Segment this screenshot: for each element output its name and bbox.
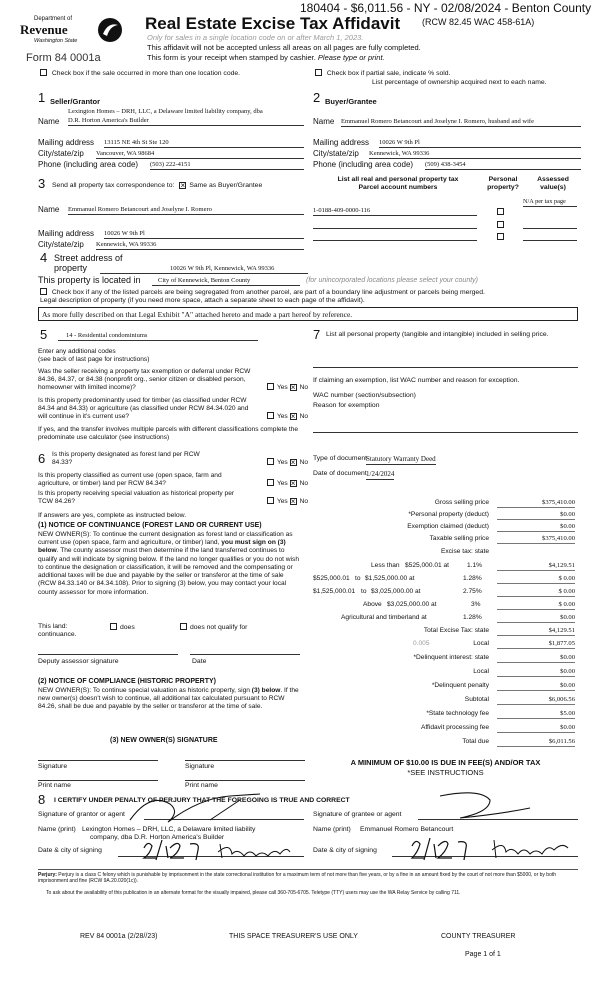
county-treasurer-label: COUNTY TREASURER — [441, 933, 516, 940]
deputy-date-line[interactable] — [190, 654, 300, 655]
does-not-checkbox[interactable] — [180, 623, 187, 630]
tier1-b: $525,000.01 at — [405, 562, 449, 569]
calc-total-due — [313, 738, 575, 750]
deputy-signature-line[interactable] — [38, 654, 178, 655]
assessed-value-field[interactable]: N/A per tax page — [523, 198, 577, 207]
correspondence-mailing-label: Mailing address — [38, 229, 95, 238]
calc-exemption-value[interactable]: $0.00 — [497, 523, 575, 532]
correspondence-label — [52, 182, 262, 190]
continuance-label: continuance. — [38, 631, 77, 638]
see-instructions-note: *SEE INSTRUCTIONS — [407, 768, 484, 777]
parcel-header-line2: Parcel account numbers — [358, 184, 438, 192]
personal-header-line1: Personal — [488, 176, 518, 183]
seller-phone-field[interactable]: (503) 222-4151 — [150, 161, 304, 170]
personal-checkbox-3[interactable] — [497, 233, 504, 240]
q-exemption-yn — [267, 383, 308, 392]
tech-fee-value[interactable]: $5.00 — [497, 710, 575, 719]
tier4-rate: 3% — [471, 601, 481, 608]
local-value[interactable]: $1,877.05 — [497, 640, 575, 649]
grantor-print-label: Name (print) — [38, 826, 76, 833]
certify-statement: I CERTIFY UNDER PENALTY OF PERJURY THAT THE FOREGOING IS TRUE AND CORRECT — [54, 797, 350, 804]
no-label: No — [299, 413, 308, 421]
new-owner-signature-heading: (3) NEW OWNER(S) SIGNATURE — [110, 737, 218, 744]
delinq-state-label: *Delinquent interest: state — [413, 654, 489, 661]
calc-personal-value[interactable]: $0.00 — [497, 511, 575, 520]
calc-local — [313, 640, 575, 652]
seller-name-line2[interactable]: D.R. Horton America's Builder — [68, 117, 304, 126]
calc-excise-state-label: Excise tax: state — [440, 548, 489, 555]
personal-property-label: List all personal property (tangible and intangible) included in selling price. — [326, 331, 549, 338]
partial-sale-row — [315, 69, 450, 78]
notice-continuance-em: you must sign on (3) below — [38, 539, 286, 555]
same-as-buyer-label: Same as Buyer/Grantee — [189, 182, 263, 189]
correspondence-section — [38, 176, 308, 256]
perjury-notice — [38, 872, 578, 885]
grantee-date-label: Date & city of signing — [313, 847, 377, 854]
personal-header — [481, 176, 525, 193]
calc-delinq-local — [313, 668, 575, 680]
calc-tier4 — [313, 601, 575, 613]
q-current-use-text: Is this property classified as current use (open space, farm and agriculture, or timber) land per RCW 84.34? — [38, 472, 222, 488]
located-label: This property is located in — [38, 275, 141, 285]
section6-number: 6 — [38, 451, 46, 466]
seller-phone-label: Phone (including area code) — [38, 160, 139, 169]
does-label: does — [120, 624, 135, 631]
q-historic-yn — [267, 497, 308, 506]
does-checkbox[interactable] — [110, 623, 117, 630]
q-multi-parcels: If yes, and the transfer involves multiple parcels with different classifications complete the predominate use calculator (see instructions) — [38, 426, 299, 442]
recording-stamp: 180404 - $6,011.56 - NY - 02/08/2024 - Benton County — [300, 1, 592, 15]
header-note-3-emphasis: Please type or print. — [317, 53, 385, 62]
seller-number: 1 — [38, 90, 46, 105]
seller-name-label: Name — [38, 117, 60, 126]
multi-location-row — [40, 69, 240, 78]
correspondence-name-field[interactable]: Emmanuel Romero Betancourt and Joselyne I. Romero — [68, 206, 304, 215]
form-number: Form 84 0001a — [26, 52, 101, 64]
certify-number: 8 — [38, 792, 46, 807]
seller-section — [38, 90, 308, 180]
signature-label-1: Signature — [38, 763, 68, 770]
tier3-value[interactable]: $ 0.00 — [497, 588, 575, 597]
affidavit-fee-value[interactable]: $0.00 — [497, 724, 575, 733]
q-forest-yes[interactable] — [267, 458, 274, 465]
tier3-b: to — [361, 588, 367, 595]
grantor-print-line1: Lexington Homes – DRH, LLC, a Delaware limited liability — [82, 826, 256, 833]
tier4-b: $3,025,000.00 at — [387, 601, 437, 608]
tier3-rate: 2.75% — [463, 588, 482, 595]
multi-location-label: Check box if the sale occurred in more than one location code. — [51, 70, 241, 77]
calc-total-state — [313, 627, 575, 639]
parcel-header-line1: List all real and personal property tax — [337, 176, 459, 183]
q-current-use-row — [38, 472, 308, 488]
seller-city-label: City/state/zip — [38, 149, 84, 158]
segregated-checkbox[interactable] — [40, 288, 47, 295]
treasurer-space-label: THIS SPACE TREASURER'S USE ONLY — [229, 933, 358, 940]
header-note-3-text: This form is your receipt when stamped by cashier. — [147, 53, 316, 62]
exemption-label: If claiming an exemption, list WAC number and reason for exception. — [313, 377, 520, 384]
assessed-header — [527, 176, 579, 193]
q-forest-yn — [267, 458, 308, 467]
exemption-reason-field[interactable] — [313, 432, 578, 433]
parcel-table — [313, 176, 583, 258]
exemption-reason-label: Reason for exemption — [313, 402, 380, 409]
affidavit-fee-label: Affidavit processing fee — [420, 724, 489, 731]
alt-format-notice: To ask about the availability of this publication in an alternate format for the visually impaired, please call 360-705-6705. Teletype (TTY) users may use the WA Relay Service by calling 711. — [46, 890, 461, 896]
located-field[interactable]: City of Kennewick, Benton County — [152, 277, 300, 286]
q-timber-text: Is this property predominantly used for timber (as classified under RCW 84.34 and 84.33) or agriculture (as classified under RCW 84.34.020 and will continue in it's current use? — [38, 397, 249, 421]
print-name-label-1: Print name — [38, 782, 71, 789]
legal-description-field[interactable] — [38, 307, 578, 321]
street-address-label-1: Street address of — [54, 253, 123, 263]
correspondence-number: 3 — [38, 176, 46, 191]
tier4-a: Above — [363, 601, 382, 608]
street-address-field[interactable]: 10026 W 9th Pl, Kennewick, WA 99336 — [100, 265, 308, 274]
q-timber-yes[interactable] — [267, 412, 274, 419]
calc-tech-fee — [313, 710, 575, 722]
notice-compliance-text — [38, 687, 300, 712]
additional-codes-line2: (see back of last page for instructions) — [38, 356, 150, 364]
grantor-date-handwriting-icon — [140, 838, 310, 862]
notice-continuance-a: NEW OWNER(S): To continue the current designation as forest land or classification as current use (open space, farm and agriculture, or timber) land, — [38, 531, 293, 547]
buyer-city-field[interactable]: Kennewick, WA 99336 — [369, 150, 581, 159]
q-exemption-no[interactable] — [290, 384, 297, 391]
new-owner-print-line-2[interactable] — [185, 780, 305, 781]
assessed-value-field-2[interactable] — [523, 228, 577, 229]
delinq-penalty-value[interactable]: $0.00 — [497, 682, 575, 691]
delinq-state-value[interactable]: $0.00 — [497, 654, 575, 663]
buyer-name-field[interactable]: Emmanuel Romero Betancourt and Joselyne I. Romero, husband and wife — [341, 118, 581, 127]
notice-compliance-title: (2) NOTICE OF COMPLIANCE (HISTORIC PROPERTY) — [38, 678, 216, 685]
subtotal-value[interactable]: $6,006.56 — [497, 696, 575, 705]
grantee-signature-label: Signature of grantee or agent — [313, 811, 402, 818]
calc-taxable-value[interactable]: $375,410.00 — [497, 535, 575, 544]
notice-compliance-em: (3) below — [251, 687, 281, 694]
multi-location-checkbox[interactable] — [40, 69, 47, 76]
form-title: Real Estate Excise Tax Affidavit — [145, 14, 401, 33]
header-note-3 — [147, 53, 385, 62]
correspondence-name-label: Name — [38, 205, 60, 214]
q-exemption-text: Was the seller receiving a property tax exemption or deferral under RCW 84.36, 84.37, or 84.38 (nonprofit org., senior citizen or disabled person, homeowner with limited income)? — [38, 368, 251, 392]
legal-description-value: As more fully described on that Legal Exhibit "A" attached hereto and made a part hereof by reference. — [42, 310, 353, 319]
deputy-date-label: Date — [192, 658, 207, 665]
calc-affidavit-fee — [313, 724, 575, 736]
buyer-number: 2 — [313, 90, 321, 105]
property-number: 4 — [40, 250, 48, 265]
buyer-phone-label: Phone (including area code) — [313, 160, 414, 169]
no-label: No — [299, 459, 308, 467]
use-code-field[interactable]: 14 - Residential condominiums — [58, 332, 258, 341]
signature-label-2: Signature — [185, 763, 215, 770]
print-name-label-2: Print name — [185, 782, 218, 789]
assessed-value-field-3[interactable] — [523, 240, 577, 241]
additional-codes-line1: Enter any additional codes — [38, 348, 116, 355]
does-not-label: does not qualify for — [190, 624, 248, 631]
page-number: Page 1 of 1 — [465, 951, 501, 958]
notice-continuance-text — [38, 531, 300, 597]
calc-tier2 — [313, 575, 575, 587]
q-current-use-no[interactable] — [290, 480, 297, 487]
perjury-label: Perjury: — [38, 872, 57, 878]
tier1-rate: 1.1% — [467, 562, 483, 569]
calc-gross-value[interactable]: $375,410.00 — [497, 499, 575, 508]
no-label: No — [299, 498, 308, 506]
q-exemption-yes[interactable] — [267, 383, 274, 390]
revision-label: REV 84 0001a (2/28//23) — [80, 933, 158, 940]
parcel-number-field-2[interactable] — [313, 228, 477, 229]
use-code-number: 5 — [40, 327, 48, 342]
tier1-value[interactable]: $4,129.51 — [497, 562, 575, 571]
subtotal-label: Subtotal — [464, 696, 489, 703]
correspondence-mailing-field[interactable]: 10026 W 9th Pl — [104, 230, 304, 239]
buyer-mailing-field[interactable]: 10026 W 9th Pl — [379, 139, 581, 148]
q-historic-row — [38, 490, 308, 506]
calc-delinq-penalty — [313, 682, 575, 694]
no-label: No — [299, 480, 308, 488]
agri-label: Agricultural and timberland at — [341, 614, 427, 621]
grantor-date-label: Date & city of signing — [38, 847, 102, 854]
tier3-a: $1,525,000.01 — [313, 588, 356, 595]
agri-rate: 1.28% — [463, 614, 482, 621]
buyer-name-label: Name — [313, 117, 335, 126]
q-forest-no[interactable] — [290, 459, 297, 466]
doc-type-label: Type of document — [313, 455, 368, 462]
does-option — [110, 623, 135, 632]
yes-label: Yes — [276, 498, 288, 506]
yes-label: Yes — [276, 459, 288, 467]
q-timber-no[interactable] — [290, 413, 297, 420]
calc-tier1 — [313, 562, 575, 574]
calc-agri — [313, 614, 575, 626]
total-due-label: Total due — [462, 738, 489, 745]
delinq-penalty-label: *Delinquent penalty — [431, 682, 489, 689]
total-state-value[interactable]: $4,129.51 — [497, 627, 575, 636]
partial-sale-sublabel: List percentage of ownership acquired next to each name. — [372, 79, 547, 86]
calc-exemption-label: Exemption claimed (deduct) — [407, 523, 489, 530]
logo-swoosh-icon — [96, 16, 124, 44]
calc-taxable — [313, 535, 575, 547]
located-hint: (for unincorporated locations please select your county) — [306, 277, 478, 284]
tier1-a: Less than — [371, 562, 400, 569]
grantee-signature-icon — [420, 790, 540, 826]
delinq-local-value[interactable]: $0.00 — [497, 668, 575, 677]
tier3-c: $3,025,000.00 at — [371, 588, 421, 595]
new-owner-sig-line-2[interactable] — [185, 760, 305, 761]
q-historic-no[interactable] — [290, 498, 297, 505]
yes-label: Yes — [276, 480, 288, 488]
form-rcw: (RCW 82.45 WAC 458-61A) — [422, 17, 535, 27]
doc-date-field[interactable]: 1/24/2024 — [366, 470, 395, 478]
logo-dept-line: Department of — [34, 16, 73, 22]
calc-subtotal — [313, 696, 575, 708]
header-note-1: Only for sales in a single location code on or after March 1, 2023. — [147, 33, 364, 42]
legal-description-label: Legal description of property (if you need more space, attach a separate sheet to each page of the affidavit). — [40, 297, 365, 304]
tier2-value[interactable]: $ 0.00 — [497, 575, 575, 584]
logo-revenue: Revenue — [20, 22, 68, 37]
correspondence-city-label: City/state/zip — [38, 240, 84, 249]
wac-label: WAC number (section/subsection) — [313, 392, 416, 399]
q-forest-row — [52, 451, 308, 467]
assessed-header-line2: value(s) — [540, 184, 566, 192]
calc-gross — [313, 499, 575, 511]
calc-exemption — [313, 523, 575, 535]
answers-note: If answers are yes, complete as instructed below. — [38, 512, 187, 519]
tier2-a: $525,000.01 — [313, 575, 350, 582]
q-timber-yn — [267, 412, 308, 421]
buyer-section — [313, 90, 583, 180]
logo-state: Washington State — [34, 38, 78, 44]
agri-value[interactable]: $0.00 — [497, 614, 575, 623]
yes-label: Yes — [276, 413, 288, 421]
seller-name-line1: Lexington Homes – DRH, LLC, a Delaware limited liability company, dba — [68, 108, 263, 115]
notice-compliance-a: NEW OWNER(S): To continue special valuation as historic property, sign — [38, 687, 250, 694]
notice-compliance-b: . If the new owner(s) doesn't wish to continue, all additional tax calculated pursuant to RCW 84.26, shall be due and payable by the seller or transferor at the time of sale. — [38, 687, 299, 711]
grantee-print-name[interactable]: Emmanuel Romero Betancourt — [360, 826, 454, 833]
assessed-header-line1: Assessed — [537, 176, 569, 183]
parcel-number-field[interactable]: 1-0188-409-0000-116 — [313, 207, 477, 216]
buyer-city-label: City/state/zip — [313, 149, 359, 158]
local-label: Local — [473, 640, 489, 647]
calc-tier3 — [313, 588, 575, 600]
personal-header-line2: property? — [487, 184, 519, 192]
does-not-option — [180, 623, 247, 632]
seller-mailing-label: Mailing address — [38, 138, 95, 147]
grantor-signature-label: Signature of grantor or agent — [38, 811, 125, 818]
seller-mailing-field[interactable]: 13115 NE 4th St Ste 120 — [104, 139, 304, 148]
grantor-signature-icon — [110, 790, 310, 826]
footer-divider — [38, 869, 578, 870]
total-state-label: Total Excise Tax: state — [423, 627, 489, 634]
buyer-heading: Buyer/Grantee — [325, 97, 377, 106]
calc-personal — [313, 511, 575, 523]
seller-heading: Seller/Grantor — [50, 97, 101, 106]
this-land-label: This land: — [38, 623, 68, 630]
calc-taxable-label: Taxable selling price — [429, 535, 489, 542]
calc-personal-label: *Personal property (deduct) — [408, 511, 489, 518]
q-timber-row — [38, 397, 308, 422]
calc-delinq-state — [313, 654, 575, 666]
buyer-phone-field[interactable]: (509) 438-3454 — [425, 161, 581, 170]
total-due-value[interactable]: $6,011.56 — [497, 738, 575, 747]
buyer-mailing-label: Mailing address — [313, 138, 370, 147]
seller-city-field[interactable]: Vancouver, WA 98684 — [96, 150, 304, 159]
partial-sale-checkbox[interactable] — [315, 69, 322, 76]
tier2-b: to — [355, 575, 361, 582]
notice-continuance-b: . The county assessor must then determine if the land transferred continues to qualify and will indicate by signing below. If the land no longer qualifies or you do not wish to continue the designation or classification, it will be removed and the compensating or additional taxes will be due and payable by the seller or transferor at the time of sale (RCW 84.33.140 or 84.34.108). Prior to signing (3) below, you may contact your local county assessor for more information. — [38, 547, 299, 596]
tech-fee-label: *State technology fee — [426, 710, 489, 717]
grantee-date-handwriting-icon — [408, 836, 580, 862]
parcel-header — [313, 176, 483, 193]
calc-gross-label: Gross selling price — [434, 499, 489, 506]
doc-date-label: Date of document — [313, 470, 367, 477]
q-forest-text: Is this property designated as forest land per RCW 84.33? — [52, 451, 200, 467]
same-as-buyer-checkbox[interactable] — [179, 182, 186, 189]
local-rate: 0.005 — [413, 640, 430, 647]
dor-logo — [20, 14, 130, 52]
q-historic-text: Is this property receiving special valuation as historical property per TCW 84.26? — [38, 490, 235, 506]
grantor-print-line2: company, dba D.R. Horton America's Builder — [90, 834, 225, 842]
correspondence-text: Send all property tax correspondence to: — [52, 182, 175, 189]
no-label: No — [299, 384, 308, 392]
tier2-rate: 1.28% — [463, 575, 482, 582]
tier2-c: $1,525,000.00 at — [365, 575, 415, 582]
perjury-text: Perjury is a class C felony which is punishable by imprisonment in the state correctional institution for a maximum term of not more than five years, or by a fine in an amount fixed by the court of not more than $5000, or by both imprisonment and fine (RCW 9A.20.020(1c)). — [38, 872, 557, 885]
delinq-local-label: Local — [473, 668, 489, 675]
new-owner-print-line-1[interactable] — [38, 780, 158, 781]
deputy-signature-label: Deputy assessor signature — [38, 658, 119, 665]
new-owner-sig-line-1[interactable] — [38, 760, 158, 761]
header-note-2: This affidavit will not be accepted unless all areas on all pages are fully completed. — [147, 43, 421, 52]
q-current-use-yes[interactable] — [267, 479, 274, 486]
q-historic-yes[interactable] — [267, 497, 274, 504]
segregated-label: Check box if any of the listed parcels are being segregated from another parcel, are part of a boundary line adjustment or parcels being merged. — [51, 289, 485, 296]
correspondence-city-field[interactable]: Kennewick, WA 99336 — [96, 241, 304, 250]
minimum-due-notice: A MINIMUM OF $10.00 IS DUE IN FEE(S) AND/OR TAX — [350, 758, 541, 767]
q-exemption-row — [38, 368, 308, 393]
doc-type-field[interactable]: Statutory Warranty Deed — [366, 455, 436, 463]
personal-property-field[interactable] — [313, 367, 578, 368]
yes-label: Yes — [276, 384, 288, 392]
q-current-use-yn — [267, 479, 308, 488]
street-address-label-2: property — [54, 263, 88, 273]
grantee-print-label: Name (print) — [313, 826, 351, 833]
personal-checkbox-1[interactable] — [497, 208, 504, 215]
tier4-value[interactable]: $ 0.00 — [497, 601, 575, 610]
notice-continuance-title: (1) NOTICE OF CONTINUANCE (FOREST LAND OR CURRENT USE) — [38, 522, 262, 529]
calc-excise-state — [313, 548, 575, 560]
additional-codes-label — [38, 348, 149, 364]
personal-checkbox-2[interactable] — [497, 221, 504, 228]
personal-property-number: 7 — [313, 327, 321, 342]
partial-sale-label: Check box if partial sale, indicate % sold. — [326, 70, 451, 77]
parcel-number-field-3[interactable] — [313, 240, 477, 241]
